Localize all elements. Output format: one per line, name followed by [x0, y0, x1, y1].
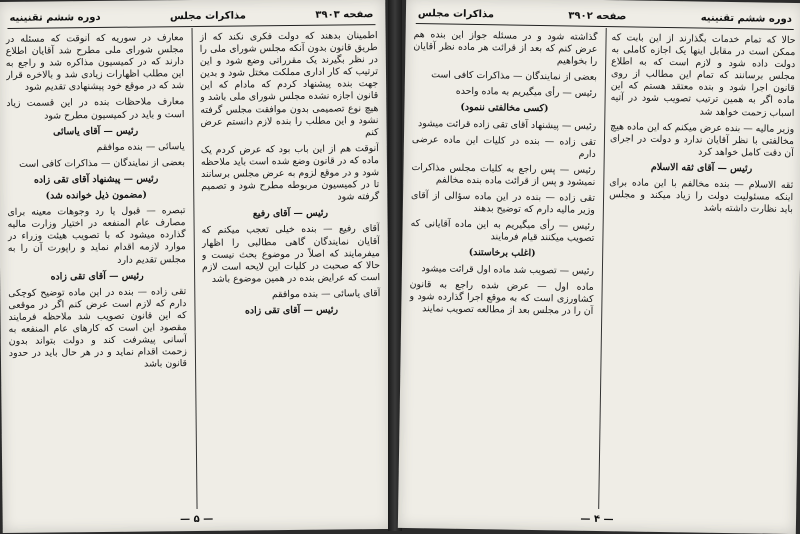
paragraph: تقی زاده — بنده در این ماده توضیح کوچکی دارم که لازم است عرض کنم اگر در موقعی که این قانون تصویب شد ملاحظه فرمایند مقصود این است که کارهای عام المنفعه به آسانی پیشرفت کند و دولت بتواند بدون زحمت اقدام نماید و در هر حال باید در حدود قانون باشد: [8, 285, 188, 370]
text-column-left: [6, 32, 189, 509]
page-number-label: صفحه ۳۹۰۲: [568, 9, 627, 22]
page-footer-number: — ۵ —: [180, 513, 214, 526]
right-page: [398, 0, 800, 534]
paragraph: ثقه الاسلام — بنده مخالفم با این ماده برای اینکه مسئولیت دولت را زیاد میکند و مجلس باید نظارت داشته باشد: [609, 177, 794, 216]
paragraph: بعضی از نمایندگان — مذاکرات کافی است: [431, 69, 598, 84]
speaker-line: رئیس — پیشنهاد آقای تقی زاده: [33, 173, 159, 186]
paragraph: رئیس — پس راجع به کلیات مجلس مذاکرات نمیشود و پس از قرائت ماده بنده مخالفم: [411, 161, 596, 188]
header-title: مذاکرات مجلس: [417, 7, 495, 20]
speaker-line: رئیس — آقای ثقه الاسلام: [650, 161, 753, 175]
header-title: مذاکرات مجلس: [169, 9, 247, 22]
paragraph: معارف در سوریه که آنوقت که مسئله در مجلس شورای ملی مطرح شد آقایان اطلاع دارند که در کمیسیون مذاکره شد و راجع به این مطلب اظهارات زیادی شد و بالاخره قرار شد که در موقع خود پیشنهادی تقدیم شود: [5, 32, 185, 94]
paragraph: آقای یاسائی — بنده موافقم: [271, 287, 381, 301]
session-label: دوره ششم تقنینیه: [700, 12, 792, 25]
text-column-left: [406, 29, 597, 507]
paragraph: رئیس — تصویب شد ماده اول قرائت میشود: [421, 262, 595, 277]
paragraph: یاسائی — بنده موافقم: [96, 140, 185, 153]
paragraph: ماده اول — عرض شده راجع به قانون کشاورزی است که به موقع اجرا گذارده شود و آن را در مجلس بعد از مطالعه تصویب نمایند: [409, 278, 594, 317]
speaker-line: رئیس — رأی میگیریم به ماده واحده: [455, 86, 597, 100]
speaker-line: رئیس — آقای تقی زاده: [244, 304, 339, 317]
left-page: [0, 0, 391, 533]
paragraph: معارف ملاحظات بنده در این قسمت زیاد است و باید در کمیسیون مطرح شود: [6, 96, 185, 122]
paragraph: حالا که تمام خدمات بگذارند از این بابت که ممکن است در مقابل اینها یک اجازه کاملی به دولت داده شود و لازم است که به اطلاع مجلس برسانند که تمام این مطالب از روی قانون اجرا شود و بنده معتقد هستم که این ماده اگر به همین ترتیب تصویب شود در آتیه اسباب زحمت خواهد شد: [610, 32, 796, 119]
speaker-line: رئیس — آقای رفیع: [252, 207, 329, 220]
paragraph: تبصره — قبول یا رد وجوهات معینه برای مصارف عام المنفعه در اختیار وزارت مالیه گذارده میشود که با تصویب هیئت وزراء در موارد لازمه اقدام نماید و راپورت آن را به مجلس تقدیم دارد: [7, 205, 186, 266]
session-label: دوره ششم تقنینیه: [9, 11, 101, 24]
procedural-note: (کسی مخالفتی ننمود): [460, 102, 549, 115]
paragraph: گذاشته شود و در مسئله جواز این بنده هم عرض کنم که بعد از قرائت هر ماده نظر آقایان را بخواهیم: [413, 29, 598, 68]
procedural-note: (اغلب برخاستند): [468, 247, 536, 260]
speaker-line: رئیس — آقای یاسائی: [53, 125, 139, 138]
paragraph: رئیس — رأی میگیریم به این ماده آقایانی که تصویب میکنند قیام فرمایند: [410, 218, 595, 245]
speaker-line: رئیس — پیشنهاد آقای تقی زاده قرائت میشود: [418, 117, 597, 132]
text-column-right: [604, 32, 795, 510]
paragraph: تقی زاده — بنده در این ماده سؤالی از آقای وزیر مالیه دارم که توضیح بدهند: [410, 190, 596, 217]
paragraph: بعضی از نمایندگان — مذاکرات کافی است: [19, 156, 185, 170]
paragraph: اطمینان بدهند که دولت فکری نکند که از طریق قانون بدون آنکه مجلس شورای ملی را در نظر بگیرند یک مقرراتی وضع شود و این ترتیب که کار اداری مملکت مختل شود و بدین جهت بنده پیشنهاد کردم که مادام که این قانون اجازه نشده مجلس شورای ملی باشد و هیچ نوع تصمیمی بدون موافقت مجلس گرفته نشود و این مطلب را بنده لازم دانستم عرض کنم: [199, 30, 379, 138]
speaker-line: رئیس — آقای تقی زاده: [50, 270, 144, 283]
page-header: [9, 6, 373, 26]
page-footer-number: — ۴ —: [580, 513, 614, 526]
procedural-note: (مضمون ذیل خوانده شد): [45, 189, 147, 202]
paragraph: وزیر مالیه — بنده عرض میکنم که این ماده هیچ مخالفتی با نظر آقایان ندارد و دولت در اجرای آن دقت کامل خواهد کرد: [609, 120, 795, 159]
paragraph: آقای رفیع — بنده خیلی تعجب میکنم که آقایان نمایندگان گاهی مطالبی را اظهار میفرمایند که اصلاً در موضوع بحث نیست و حالا که صحبت در کلیات این لایحه است لازم است که عرایض بنده در همین موضوع باشد: [201, 223, 381, 285]
text-column-right: [200, 30, 383, 507]
page-number-label: صفحه ۳۹۰۳: [315, 8, 374, 21]
paragraph: آنوقت هم از این باب بود که عرض کردم یک ماده که در قانون وضع شده است باید ملاحظه شود و در موقع لزوم به عرض مجلس برسانند تا در کمیسیون مربوطه مطرح شود و تصمیم گرفته شود: [200, 142, 380, 203]
paragraph: تقی زاده — بنده در کلیات این ماده عرضی دارم: [411, 133, 597, 160]
column-divider: [192, 28, 198, 509]
